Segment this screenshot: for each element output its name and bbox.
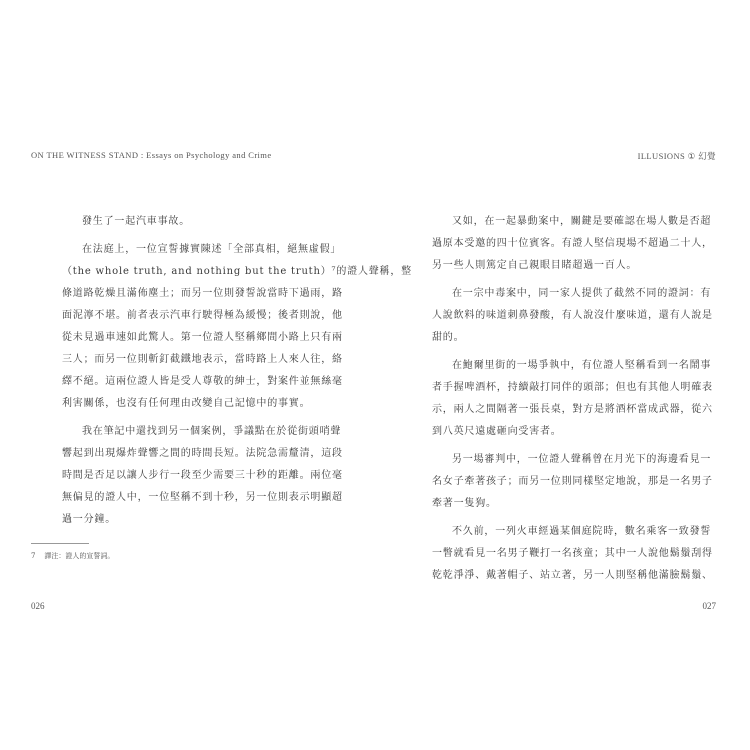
text-line: 在法庭上，一位宣誓據實陳述「全部真相，絕無虛假」: [82, 244, 342, 255]
text-line: 響起到出現爆炸聲響之間的時間長短。法院急需釐清，這段: [62, 448, 343, 459]
text-line: 在鮑爾里街的一場爭執中，有位證人堅稱看到一名鬧事: [452, 360, 712, 371]
text-line: 人說飲料的味道刺鼻發酸，有人說沒什麼味道，還有人說是: [432, 310, 713, 321]
paragraph: [432, 449, 713, 515]
text-line: 條道路乾燥且滿佈塵土；而另一位則發誓說當時下過雨，路: [62, 288, 343, 299]
paragraph: [62, 211, 338, 233]
text-line: 牽著一隻狗。: [432, 498, 497, 509]
text-line: 無偏見的證人中，一位堅稱不到十秒，另一位則表示明顯超: [62, 492, 343, 503]
text-line: 者手握啤酒杯，持續敲打同伴的頭部；但也有其他人明確表: [432, 382, 713, 393]
text-line: 乾乾淨淨、戴著帽子、站立著，另一人則堅稱他滿臉鬍鬚、: [432, 570, 713, 581]
footnote: [31, 551, 114, 561]
paragraph: [432, 355, 713, 443]
text-line: 一瞥就看見一名男子鞭打一名孩童；其中一人說他鬍鬚刮得: [432, 548, 713, 559]
text-line: 甜的。: [432, 332, 465, 343]
text-line: 時間是否足以讓人步行一段至少需要三十秒的距離。兩位毫: [62, 470, 343, 481]
text-line: 面泥濘不堪。前者表示汽車行駛得極為緩慢；後者則說，他: [62, 310, 343, 321]
text-line: 名女子牽著孩子；而另一位則同樣堅定地說，那是一名男子: [432, 476, 713, 487]
paragraph: [432, 283, 713, 349]
text-line: 在一宗中毒案中，同一家人提供了截然不同的證詞：有: [452, 288, 712, 299]
text-line: 過原本受邀的四十位賓客。有證人堅信現場不超過二十人，: [432, 238, 713, 249]
text-line: 三人；而另一位則斬釘截鐵地表示，當時路上人來人往，絡: [62, 354, 343, 365]
footnote-number: 7: [31, 552, 36, 560]
running-header-right: ILLUSIONS ① 幻覺: [637, 151, 716, 161]
text-line: 又如，在一起暴動案中，關鍵是要確認在場人數是否超: [452, 216, 712, 227]
text-line: 繹不絕。這兩位證人皆是受人尊敬的紳士，對案件並無絲毫: [62, 376, 343, 387]
text-line: 發生了一起汽車事故。: [82, 216, 190, 227]
paragraph: [432, 211, 713, 277]
paragraph: [62, 239, 412, 415]
left-page-body: [62, 211, 412, 537]
text-line: 過一分鐘。: [62, 514, 116, 525]
right-page-body: [432, 211, 713, 593]
text-line: 示，兩人之間隔著一張長桌，對方是將酒杯當成武器，從六: [432, 404, 713, 415]
text-line: 另一些人則篤定自己親眼目睹超過一百人。: [432, 260, 638, 271]
footnote-text: 譯注：證人的宣誓詞。: [44, 552, 115, 560]
page-number-left: 026: [31, 601, 45, 611]
text-line: 到八英尺遠處砸向受害者。: [432, 426, 562, 437]
text-line: （the whole truth, and nothing but the truth）⁷的證人聲稱，整: [62, 266, 412, 277]
text-line: 另一場審判中，一位證人聲稱曾在月光下的海邊看見一: [452, 454, 712, 465]
text-line: 我在筆記中還找到另一個案例，爭議點在於從街頭哨聲: [82, 426, 342, 437]
running-header-left: ON THE WITNESS STAND : Essays on Psychology and Crime: [31, 150, 272, 160]
paragraph: [62, 421, 343, 531]
text-line: 利害關係，也沒有任何理由改變自己記憶中的事實。: [62, 398, 311, 409]
page-number-right: 027: [702, 601, 716, 611]
text-line: 不久前，一列火車經過某個庭院時，數名乘客一致發誓: [452, 526, 712, 537]
text-line: 從未見過車速如此驚人。第一位證人堅稱鄉間小路上只有兩: [62, 332, 343, 343]
paragraph: [432, 521, 713, 587]
footnote-divider: [31, 543, 89, 544]
